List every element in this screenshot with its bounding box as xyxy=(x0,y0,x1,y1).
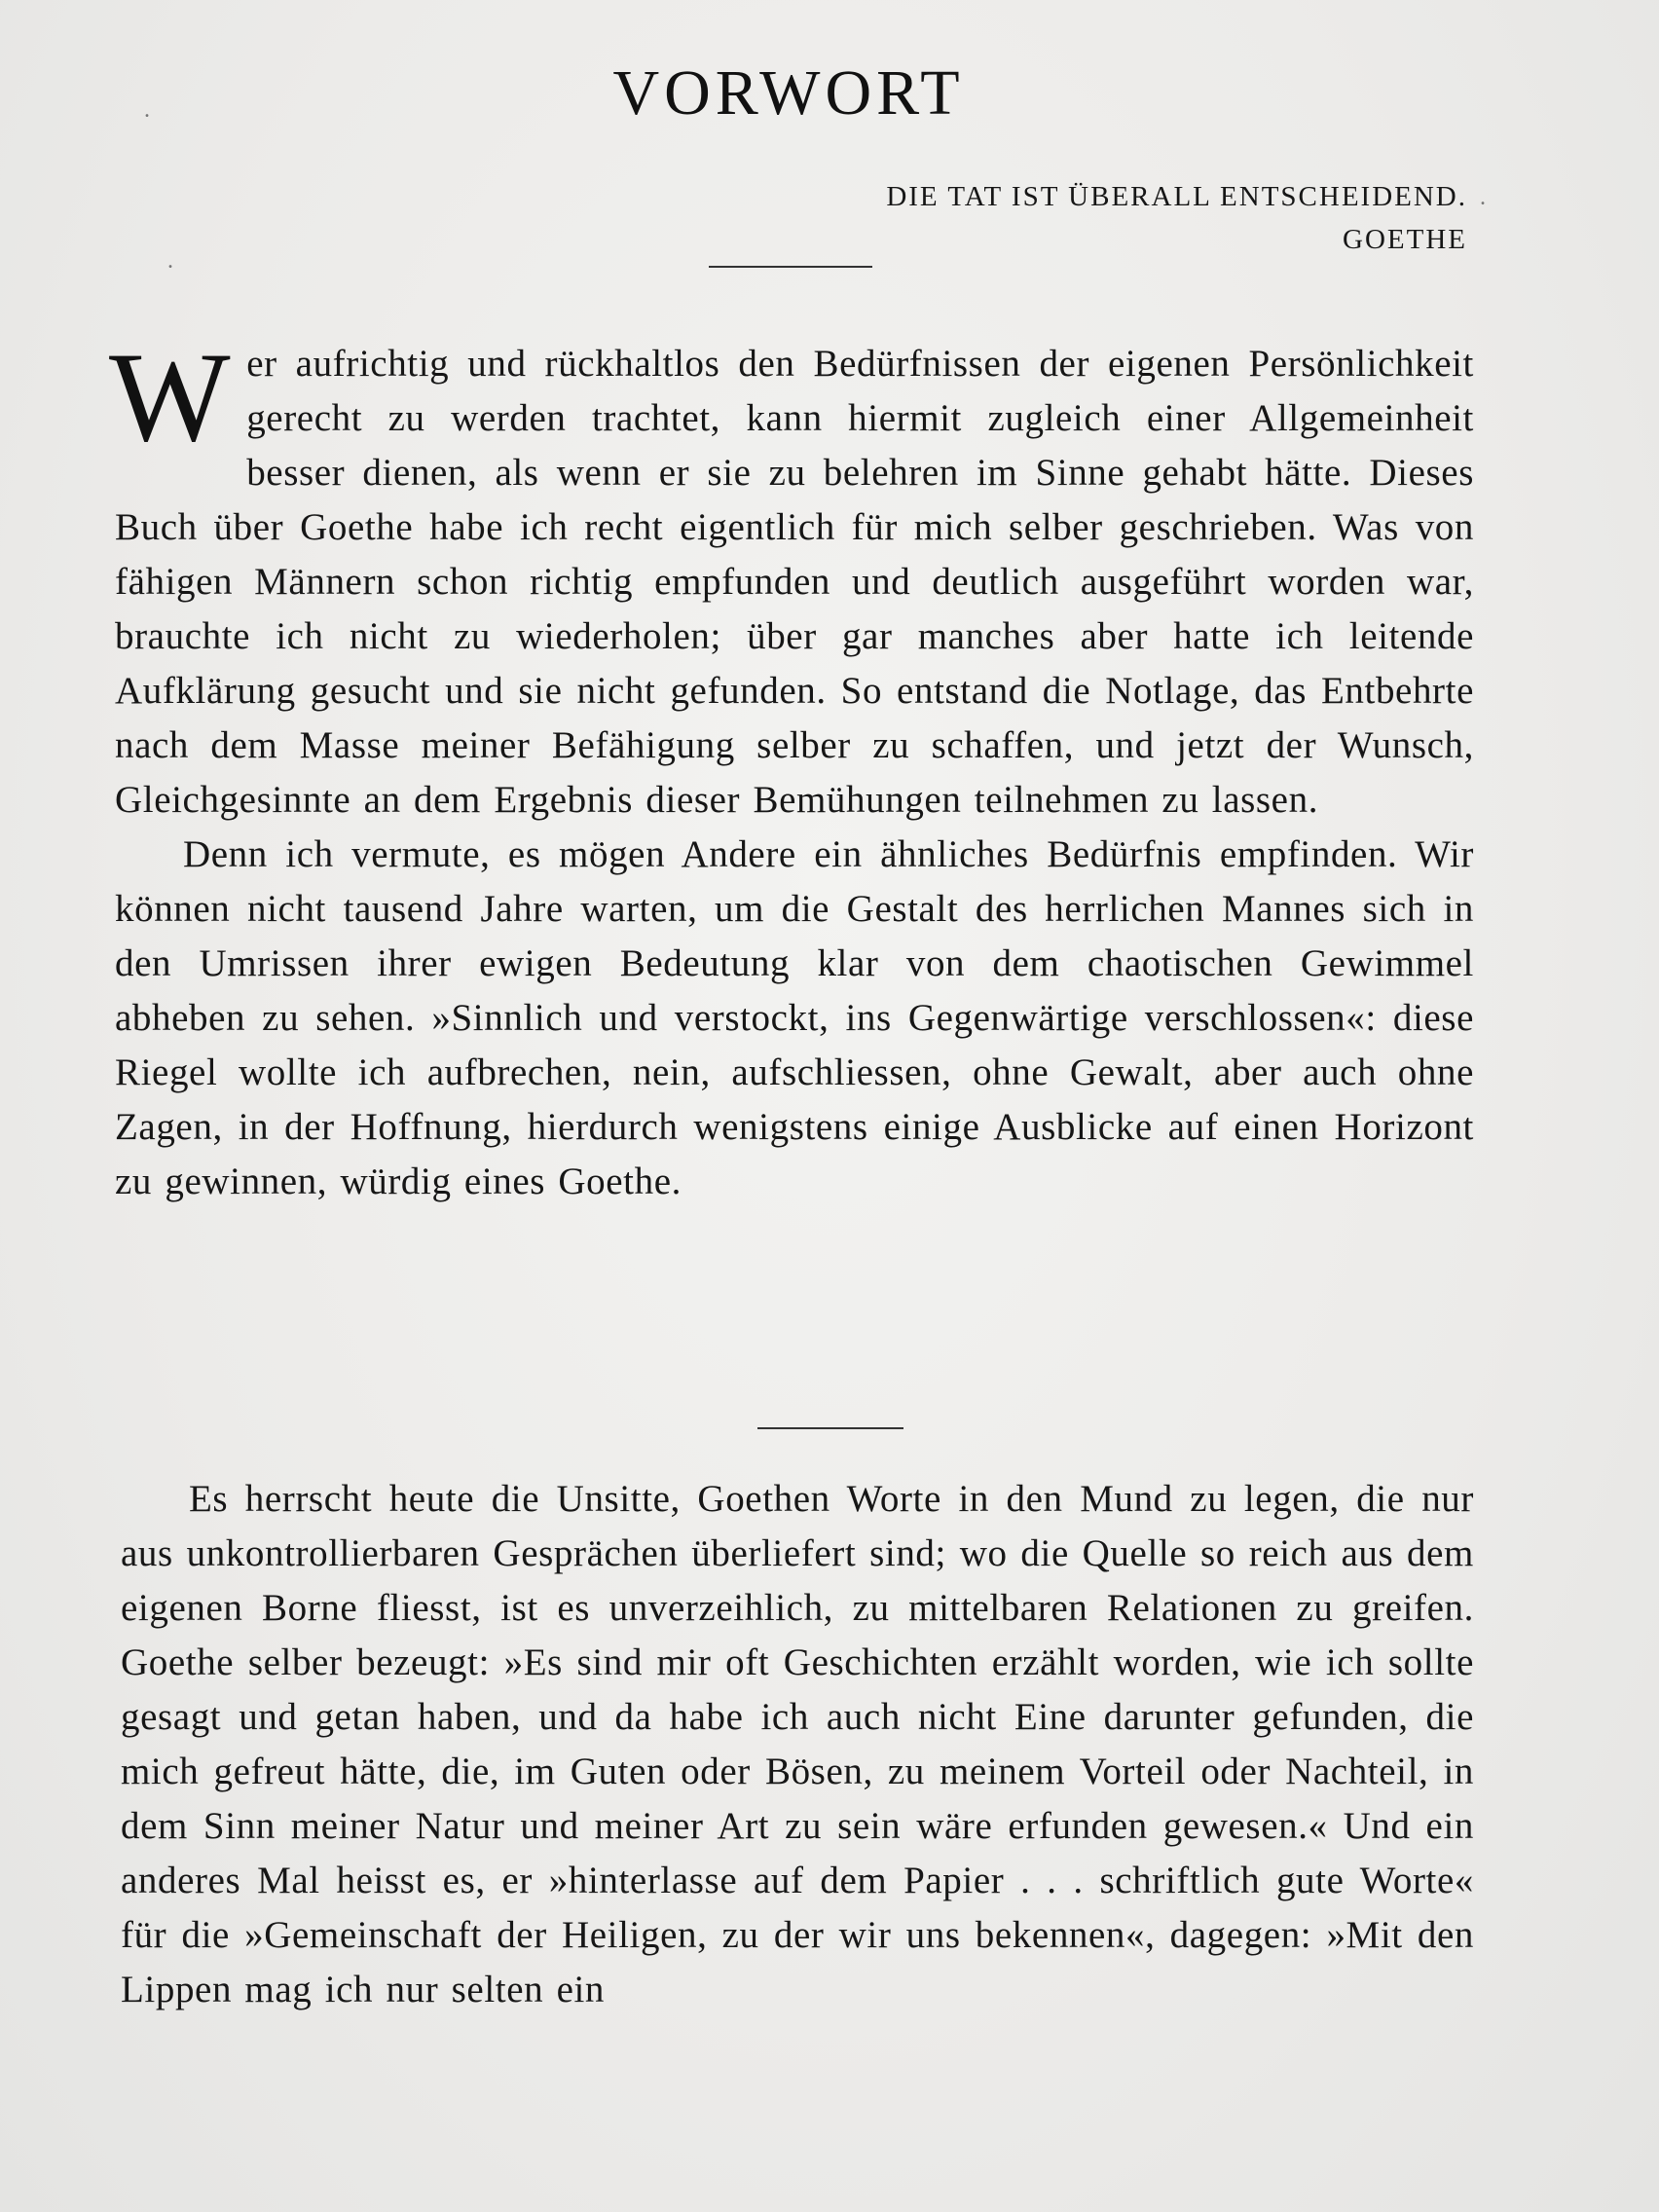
margin-speck-2: . xyxy=(167,248,173,274)
page-title: VORWORT xyxy=(612,57,965,129)
paragraph-two: Denn ich vermute, es mögen Andere ein ähnliches Bedürfnis empfinden. Wir können nicht tausend Jahre warten, um die Gestalt des herrlichen Mannes sich in den Umrissen ihrer ewigen Bedeutung klar von dem chaotischen Gewimmel abheben zu sehen. »Sinnlich und verstockt, ins Gegenwärtige verschlossen«: diese Riegel wollte ich aufbrechen, nein, aufschliessen, ohne Gewalt, aber auch ohne Zagen, in der Hoffnung, hierdurch wenigstens einige Ausblicke auf einen Horizont zu gewinnen, würdig eines Goethe. xyxy=(115,833,1474,1202)
epigraph-quote: DIE TAT IST ÜBERALL ENTSCHEIDEND. xyxy=(886,181,1467,212)
margin-speck-3: . xyxy=(1480,185,1486,210)
paragraph-one xyxy=(109,325,1474,828)
margin-speck: . xyxy=(144,97,150,123)
top-divider xyxy=(709,266,872,268)
paragraph-one-text: er aufrichtig und rückhaltlos den Bedürfnissen der eigenen Persönlichkeit gerecht zu werden trachtet, kann hiermit zugleich einer Allgemeinheit besser dienen, als wenn er sie zu belehren im Sinne gehabt hätte. Dieses Buch über Goethe habe ich recht eigentlich für mich selber geschrieben. Was von fähigen Männern schon richtig empfunden und deutlich ausgeführt worden war, brauchte ich nicht zu wiederholen; über gar manches aber hatte ich leitende Aufklärung gesucht und sie nicht gefunden. So entstand die Notlage, das Entbehrte nach dem Masse meiner Befähigung selber zu schaffen, und jetzt der Wunsch, Gleichgesinnte an dem Ergebnis dieser Bemühungen teilnehmen zu lassen. xyxy=(115,343,1474,821)
epigraph-author: GOETHE xyxy=(1343,224,1467,255)
drop-cap: W xyxy=(109,325,232,468)
section-two xyxy=(121,1472,1474,2017)
paragraph-three: Es herrscht heute die Unsitte, Goethen Worte in den Mund zu legen, die nur aus unkontrollierbaren Gesprächen überliefert sind; wo die Quelle so reich aus dem eigenen Borne fliesst, ist es unverzeihlich, zu mittelbaren Relationen zu greifen. Goethe selber bezeugt: »Es sind mir oft Geschichten erzählt worden, wie ich sollte gesagt und getan haben, und da habe ich auch nicht Eine darunter gefunden, die mich gefreut hätte, die, im Guten oder Bösen, zu meinem Vorteil oder Nachteil, in dem Sinn meiner Natur und meiner Art zu sein wäre erfunden gewesen.« Und ein anderes Mal heisst es, er »hinterlasse auf dem Papier . . . schriftlich gute Worte« für die »Gemeinschaft der Heiligen, zu der wir uns bekennen«, dagegen: »Mit den Lippen mag ich nur selten ein xyxy=(121,1478,1474,2010)
section-one xyxy=(109,325,1474,1209)
epigraph xyxy=(886,175,1467,261)
section-divider xyxy=(757,1427,903,1429)
